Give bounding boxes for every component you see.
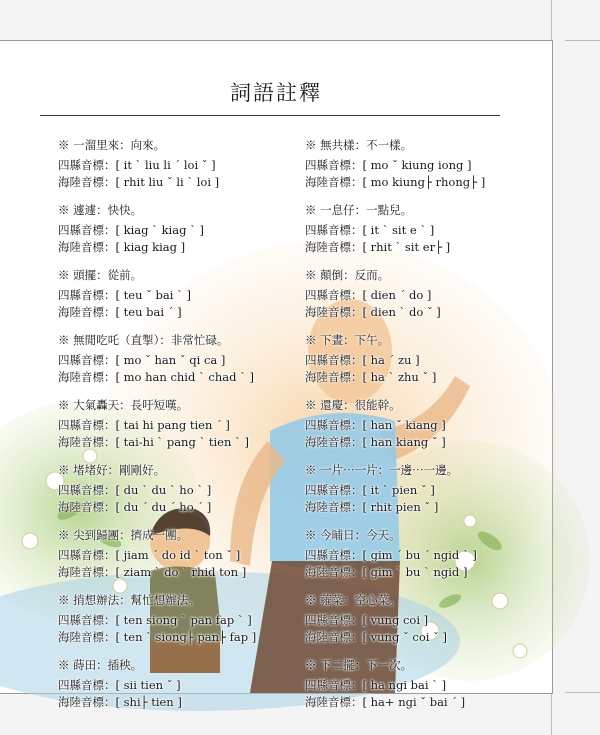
glossary-entry [305,657,525,711]
glossary-entry [305,527,525,581]
sixian-phonetic: 四縣音標：[ mo ˇ han ˇ qi ca ] [58,353,226,367]
term-heading: ※ 堵堵好：剛剛好。 [58,463,166,477]
term-heading: ※ 蕹菜：空心菜。 [305,593,401,607]
hailu-phonetic: 海陸音標：[ rhit ˋ sit er├ ] [305,240,451,254]
glossary-entry [58,657,283,711]
crop-mark-top [551,0,552,40]
sixian-phonetic: 四縣音標：[ it ˋ sit e ˋ ] [305,223,435,237]
hailu-phonetic: 海陸音標：[ gim ˋ bu ˋ ngid ] [305,565,468,579]
sixian-phonetic: 四縣音標：[ ten siong ˋ pan fap ˋ ] [58,613,252,627]
term-heading: ※ 還慶：很能幹。 [305,398,401,412]
title-divider [40,115,500,116]
term-heading: ※ 下晝：下午。 [305,333,390,347]
hailu-phonetic: 海陸音標：[ ha ˋ zhu ˇ ] [305,370,437,384]
hailu-phonetic: 海陸音標：[ rhit pien ˇ ] [305,500,439,514]
sixian-phonetic: 四縣音標：[ mo ˇ kiung iong ] [305,158,472,172]
glossary-entry [305,397,525,451]
hailu-phonetic: 海陸音標：[ ha+ ngi ˇ bai ˊ ] [305,695,466,709]
term-heading: ※ 無共樣：不一樣。 [305,138,413,152]
glossary-column-left [58,137,283,722]
term-heading: ※ 蒔田：插秧。 [58,658,143,672]
sixian-phonetic: 四縣音標：[ sii tien ˇ ] [58,678,181,692]
glossary-entry [305,462,525,516]
term-heading: ※ 一息仔：一點兒。 [305,203,413,217]
term-heading: ※ 捎想辦法：幫忙想辦法。 [58,593,200,607]
hailu-phonetic: 海陸音標：[ teu bai ˊ ] [58,305,182,319]
sixian-phonetic: 四縣音標：[ du ˋ du ˋ ho ˋ ] [58,483,212,497]
sixian-phonetic: 四縣音標：[ teu ˇ bai ˋ ] [58,288,191,302]
glossary-entry [58,462,283,516]
sixian-phonetic: 四縣音標：[ han ˇ kiang ] [305,418,446,432]
hailu-phonetic: 海陸音標：[ ziam ˋ do ˋ rhid ton ] [58,565,247,579]
term-heading: ※ 無閒吃吒（直掣）：非常忙碌。 [58,333,229,347]
hailu-phonetic: 海陸音標：[ kiag kiag ] [58,240,186,254]
hailu-phonetic: 海陸音標：[ mo kiung├ rhong├ ] [305,175,486,189]
term-heading: ※ 今晡日：今天。 [305,528,401,542]
hailu-phonetic: 海陸音標：[ ten ˋ siong├ pan├ fap ] [58,630,257,644]
sixian-phonetic: 四縣音標：[ it ˋ liu li ˊ loi ˇ ] [58,158,216,172]
glossary-entry [58,397,283,451]
hailu-phonetic: 海陸音標：[ mo han chid ˋ chad ˋ ] [58,370,255,384]
glossary-entry [58,137,283,191]
term-heading: ※ 下二擺：下一次。 [305,658,413,672]
term-heading: ※ 尖到歸團：擠成一團。 [58,528,189,542]
crop-mark-bottom [551,693,552,735]
glossary-entry [58,332,283,386]
term-heading: ※ 一片⋯一片：一邊⋯一邊。 [305,463,459,477]
term-heading: ※ 顛倒：反而。 [305,268,390,282]
hailu-phonetic: 海陸音標：[ rhit liu ˇ li ˋ loi ] [58,175,220,189]
sixian-phonetic: 四縣音標：[ vung coi ] [305,613,429,627]
glossary-entry [58,267,283,321]
glossary-entry [305,592,525,646]
glossary-column-right [305,137,525,722]
glossary-entry [305,267,525,321]
sixian-phonetic: 四縣音標：[ it ˋ pien ˇ ] [305,483,435,497]
glossary-entry [58,527,283,581]
hailu-phonetic: 海陸音標：[ vung ˇ coi ˇ ] [305,630,447,644]
hailu-phonetic: 海陸音標：[ han kiang ˇ ] [305,435,446,449]
sixian-phonetic: 四縣音標：[ gim ˊ bu ˊ ngid ˋ ] [305,548,477,562]
glossary-entry [305,137,525,191]
hailu-phonetic: 海陸音標：[ shi├ tien ] [58,695,182,709]
term-heading: ※ 一溜里來：向來。 [58,138,166,152]
hailu-phonetic: 海陸音標：[ du ˊ du ˊ ho ˊ ] [58,500,212,514]
glossary-entry [305,202,525,256]
term-heading: ※ 大氣轟天：長吁短嘆。 [58,398,189,412]
glossary-entry [58,592,283,646]
term-heading: ※ 遽遽：快快。 [58,203,143,217]
sixian-phonetic: 四縣音標：[ ha ˊ zu ] [305,353,420,367]
crop-mark-bottom-right [565,692,600,693]
glossary-page [0,40,553,709]
glossary-entry [58,202,283,256]
sixian-phonetic: 四縣音標：[ ha ngi bai ˋ ] [305,678,447,692]
term-heading: ※ 頭擺：從前。 [58,268,143,282]
sixian-phonetic: 四縣音標：[ jiam ˊ do id ˋ ton ˇ ] [58,548,241,562]
glossary-entry [305,332,525,386]
sixian-phonetic: 四縣音標：[ kiag ˋ kiag ˋ ] [58,223,204,237]
page-title: 詞語註釋 [230,81,322,105]
hailu-phonetic: 海陸音標：[ dien ˋ do ˇ ] [305,305,441,319]
hailu-phonetic: 海陸音標：[ tai-hi ˋ pang ˋ tien ˋ ] [58,435,249,449]
crop-mark-right [565,40,600,41]
sixian-phonetic: 四縣音標：[ tai hi pang tien ˊ ] [58,418,230,432]
sixian-phonetic: 四縣音標：[ dien ˊ do ] [305,288,432,302]
